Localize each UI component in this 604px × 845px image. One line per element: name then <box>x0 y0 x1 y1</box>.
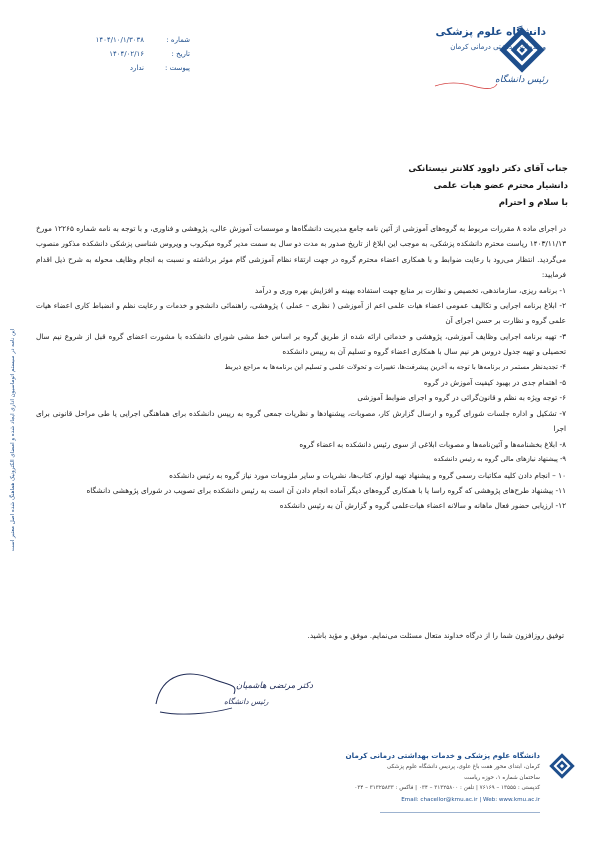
recipient-name: جناب آقای دکتر داوود کلانتر نیستانکی <box>408 164 568 174</box>
duty-item-4: ۴- تجدیدنظر مستمر در برنامه‌ها با توجه به آخرین پیشرفت‌ها، تغییرات و تحولات علمی و تسلیم این برنامه‌ها به مراجع ذیربط <box>224 362 566 371</box>
svg-text:رئیس دانشگاه: رئیس دانشگاه <box>224 697 269 706</box>
svg-text:دکتر مرتضی هاشمیان: دکتر مرتضی هاشمیان <box>236 681 314 691</box>
footer-logo-icon <box>548 752 576 780</box>
meta-number: شماره : ۱۴۰۴/۱۰/۱/۳۰۳۸ <box>95 36 190 44</box>
footer-address-1: کرمان، ابتدای محور هفت باغ علوی، پردیس دانشگاه علوم پزشکی <box>386 764 540 770</box>
duty-item-9: ۹- پیشنهاد نیازهای مالی گروه به رئیس دانشکده <box>433 455 566 464</box>
side-note: این نامه در سیستم اتوماسیون اداری ایجاد شده و امضای الکترونیک هماهنگ شده اصل معتبر است <box>10 328 16 552</box>
meta-date: تاریخ : ۱۴۰۴/۰۲/۱۶ <box>109 50 190 58</box>
recipient-title: دانشیار محترم عضو هیات علمی <box>433 181 568 191</box>
duty-item-5: ۵- اهتمام جدی در بهبود کیفیت آموزش در گروه <box>423 378 566 388</box>
footer-address-2: ساختمان شماره ۱، حوزه ریاست <box>464 774 540 781</box>
duty-item-12: ۱۲- ارزیابی حضور فعال ماهانه و سالانه اعضاء هیات‌علمی گروه و گزارش آن به رئیس دانشکده <box>279 501 566 511</box>
footer-divider <box>380 812 540 813</box>
duty-item-6: ۶- توجه ویژه به نظم و قانون‌گرائی در گروه و اجرای ضوابط آموزشی <box>357 393 566 403</box>
university-name: دانشگاه علوم پزشکی <box>435 26 546 38</box>
footer <box>140 750 540 806</box>
duty-item-3: ۳- تهیه برنامه اجرایی وظایف آموزشی، پژوهشی و خدماتی ارائه شده از طریق گروه بر اساس خط مشی شورای دانشکده با مشورت اعضای گروه قبل از شروع نیم سال تحصیلی و تهیه جدول دروس هر نیم سال با همکاری اعضاء گروه و تسلیم آن به رییس دانشکده <box>36 331 566 357</box>
head-signature <box>433 66 549 92</box>
footer-contact: Email: chacellor@kmu.ac.ir | Web: www.kmu.ac.ir <box>401 796 540 803</box>
footer-phones: کدپستی : ۱۳۵۵۵ – ۷۶۱۶۹ | تلفن : ۳۱۳۲۵۸۰۰ – ۰۳۴ | فاکس : ۳۱۳۲۵۸۳۳ – ۰۳۴ <box>354 785 540 791</box>
duty-item-7: ۷- تشکیل و اداره جلسات شورای گروه و ارسال گزارش کار، مصوبات، پیشنهادها و نظریات جمعی گروه به رییس دانشکده برای هماهنگی اجرایی یا طی مراحل قانونی برای اجرا <box>36 408 566 434</box>
letter-meta <box>60 33 190 75</box>
letter-body <box>36 221 566 514</box>
svg-text:رئیس دانشگاه: رئیس دانشگاه <box>495 75 549 85</box>
meta-attachment: پیوست : ندارد <box>129 64 190 72</box>
duty-item-11: ۱۱- پیشنهاد طرح‌های پژوهشی که گروه راسا یا با همکاری گروه‌های دیگر آماده انجام دادن آن است به رئیس دانشکده برای تصویب در شورای پژوهشی دانشگاه <box>86 485 566 495</box>
closing-line: توفیق روزافزون شما را از درگاه خداوند متعال مسئلت می‌نمایم. موفق و مؤید باشید. <box>307 631 564 640</box>
salutation: با سلام و احترام <box>498 198 568 208</box>
footer-title: دانشگاه علوم پزشکی و خدمات بهداشتی درمانی کرمان <box>345 751 540 760</box>
duty-item-10: ۱۰ – انجام دادن کلیه مکاتبات رسمی گروه و پیشنهاد تهیه لوازم، کتاب‌ها، نشریات و سایر ملزومات مورد نیاز گروه به رئیس دانشکده <box>169 470 566 480</box>
intro-paragraph: در اجرای ماده ۸ مقررات مربوط به گروه‌های آموزشی از آئین نامه جامع مدیریت دانشگاه‌ها و موسسات آموزش عالی، پژوهشی و فناوری، و با توجه به نامه شماره ۱۲۲۶۵ مورخ ۱۴۰۳/۱۱/۱۳ ریاست محترم دانشکده پزشکی، به موجب این ابلاغ از تاریخ صدور به مدت دو سال به سمت مدیر گروه میکروب و ویروس شناسی پزشکی دانشکده مذکور منصوب می‌گردید. انتظار می‌رود با رعایت ضوابط و با همکاری اعضاء محترم گروه در جهت ارتقاء نظام آموزشی گام موثر برداشته و نسبت به انجام وظایف محوله به شرح ذیل اقدام فرمایید: <box>36 224 566 280</box>
signature <box>150 664 314 722</box>
duty-item-8: ۸- ابلاغ بخشنامه‌ها و آئین‌نامه‌ها و مصوبات ابلاغی از سوی رئیس دانشکده به اعضاء گروه <box>299 439 566 449</box>
duty-item-1: ۱- برنامه ریزی، سازماندهی، تخصیص و نظارت بر منابع جهت استفاده بهینه و افزایش بهره وری و درآمد <box>254 285 566 295</box>
duty-item-2: ۲- ابلاغ برنامه اجرایی و تکالیف عمومی اعضاء هیات علمی اعم از آموزشی ( نظری – عملی ) پژوهشی، راهنمائی دانشجو و خدمات و رعایت نظم و انضباط کاری اعضاء هیات علمی گروه و نظارت بر حسن اجرای آن <box>36 301 566 326</box>
university-subtitle: و خدمات بهداشتی درمانی کرمان <box>450 43 546 51</box>
